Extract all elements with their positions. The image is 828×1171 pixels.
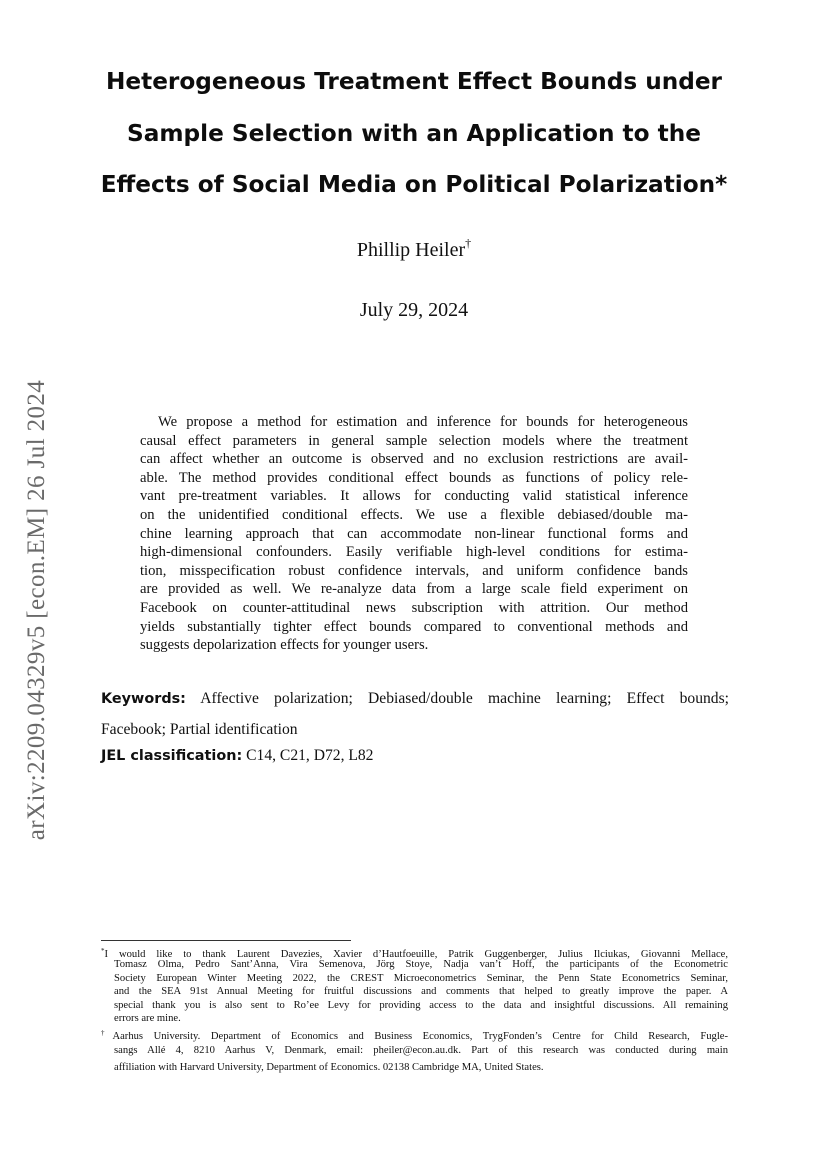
footnote-text: I would like to thank Laurent Davezies, Xavier d’Hautfoeuille, Patrik Guggenberger, Julius Ilciukas, Giovanni Mellace, <box>104 949 728 960</box>
paper-title <box>90 56 738 211</box>
abstract-line: suggests depolarization effects for younger users. <box>140 637 429 654</box>
footnote-text: Aarhus University. Department of Economics and Business Economics, TrygFonden’s Centre for Child Research, Fugle- <box>112 1031 728 1043</box>
jel-label: JEL classification: <box>101 748 243 764</box>
footnote-mark: * <box>101 947 105 955</box>
footnote-line <box>101 1025 728 1042</box>
footnote-line: special thank you is also sent to Ro’ee Levy for providing access to the data and insightful discussions. All remaining <box>114 999 728 1011</box>
paper-date: July 29, 2024 <box>359 299 469 321</box>
jel-codes: C14, C21, D72, L82 <box>246 747 374 764</box>
title-line: Heterogeneous Treatment Effect Bounds under <box>105 68 722 95</box>
author-name <box>0 236 828 262</box>
abstract-line: chine learning approach that can accommodate non-linear functional forms and <box>140 525 688 542</box>
abstract-line: vant pre-treatment variables. It allows for conducting valid statistical inference <box>140 488 688 505</box>
keywords-section <box>101 684 729 745</box>
footnote-line: errors are mine. <box>114 1012 181 1024</box>
abstract-line: are provided as well. We re-analyze data from a large scale field experiment on <box>140 581 688 598</box>
abstract-line: high-dimensional confounders. Easily verifiable high-level conditions for estima- <box>140 544 688 561</box>
author-footnote-mark: † <box>465 236 472 250</box>
abstract <box>140 413 688 655</box>
footnote-line: Tomasz Olma, Pedro Sant’Anna, Vira Semenova, Jörg Stoye, Nadja van’t Hoff, the participants of the Econometric <box>114 959 728 971</box>
keywords-line <box>101 684 729 715</box>
footnote-line: and the SEA 91st Annual Meeting for fruitful discussions and comments that helped to greatly improve the paper. A <box>114 986 728 998</box>
footnotes <box>101 945 728 1076</box>
jel-classification <box>101 744 729 768</box>
footnote-line: sangs Allé 4, 8210 Aarhus V, Denmark, email: pheiler@econ.au.dk. Part of this research was conducted during main <box>114 1045 728 1057</box>
footnote-line: affiliation with Harvard University, Department of Economics. 02138 Cambridge MA, United States. <box>114 1062 544 1074</box>
footnote-line <box>101 945 728 958</box>
keywords-line: Facebook; Partial identification <box>101 720 298 738</box>
abstract-line: on the unidentified conditional effects. We use a flexible debiased/double ma- <box>140 506 688 523</box>
title-line: Sample Selection with an Application to the <box>127 119 701 147</box>
abstract-line: We propose a method for estimation and inference for bounds for heterogeneous <box>158 414 688 430</box>
keywords-label: Keywords: <box>101 691 186 707</box>
abstract-line: causal effect parameters in general sample selection models where the treatment <box>140 432 688 449</box>
abstract-line: Facebook on counter-attitudinal news subscription with attrition. Our method <box>140 599 688 616</box>
abstract-line: yields substantially tighter effect bounds compared to conventional methods and <box>140 618 688 635</box>
abstract-line: can affect whether an outcome is observed and no exclusion restrictions are avail- <box>140 451 688 468</box>
title-line: Effects of Social Media on Political Polarization* <box>100 171 728 198</box>
arxiv-identifier-stamp: arXiv:2209.04329v5 [econ.EM] 26 Jul 2024 <box>23 379 50 841</box>
footnote-line: Society European Winter Meeting 2022, the CREST Microeconometrics Seminar, the Penn State Econometrics Seminar, <box>114 972 728 984</box>
keywords-text: Affective polarization; Debiased/double machine learning; Effect bounds; <box>200 690 729 707</box>
author-text: Phillip Heiler <box>356 239 466 261</box>
footnote-divider <box>101 940 351 941</box>
abstract-line: tion, misspecification robust confidence intervals, and uniform confidence bands <box>140 562 688 579</box>
footnote-mark: † <box>101 1029 113 1038</box>
abstract-line: able. The method provides conditional effect bounds as functions of policy rele- <box>140 469 688 486</box>
